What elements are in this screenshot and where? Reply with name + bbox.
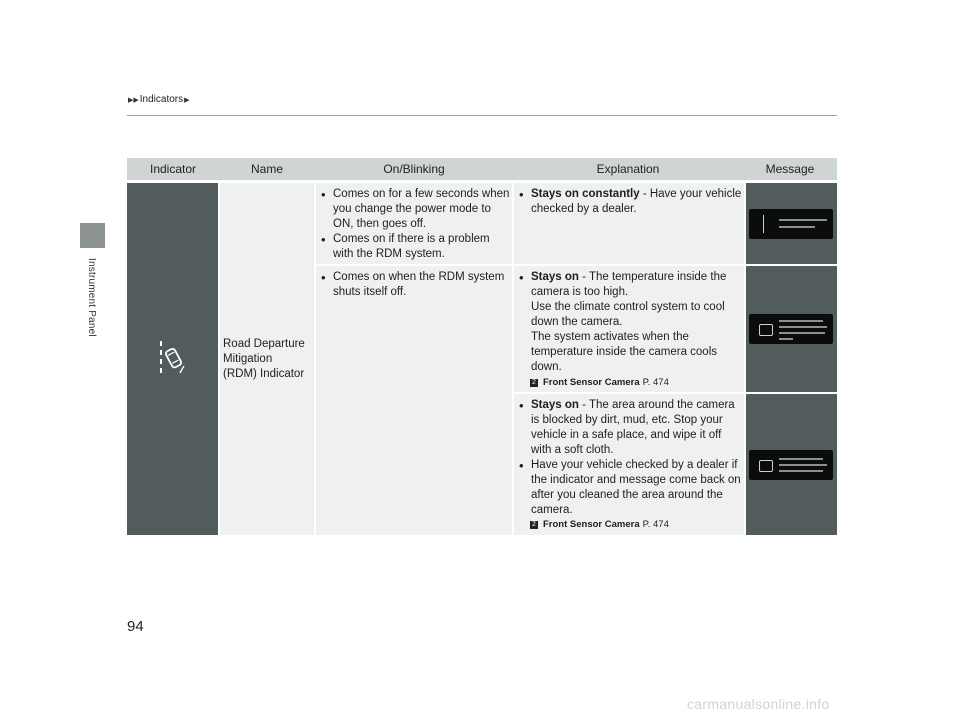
rdm-icon [763, 215, 764, 233]
reference-arrow-icon: 2 [530, 521, 538, 529]
explanation-condition: Stays on constantly [531, 188, 640, 200]
indicator-name-line: Road Departure [223, 337, 305, 350]
on-blinking-item: • Comes on if there is a problem with the RDM system. [318, 232, 510, 262]
explanation-text: Use the climate control system to cool down the camera. [531, 301, 725, 328]
header-rule [127, 115, 837, 116]
reference-page: P. 474 [642, 377, 669, 388]
explanation-cell-2 [514, 266, 744, 392]
camera-icon [759, 324, 773, 336]
message-text-placeholder [779, 464, 827, 466]
explanation-text: - The area around the camera is blocked by dirt, mud, etc. Stop your vehicle in a safe place, and wipe it off with a soft cloth. [531, 399, 735, 456]
explanation-condition: Stays on [531, 399, 579, 411]
message-text-placeholder [779, 332, 825, 334]
reference-title: Front Sensor Camera [543, 377, 640, 388]
camera-icon [759, 460, 773, 472]
reference-arrow-icon: 2 [530, 379, 538, 387]
indicator-name-line: Mitigation [223, 352, 273, 365]
explanation-cell-3 [514, 394, 744, 535]
indicator-cell [127, 183, 218, 535]
message-text-placeholder [779, 226, 815, 228]
header-indicator: Indicator [149, 162, 197, 176]
explanation-text: - The temperature inside the camera is too high. [531, 271, 727, 298]
cross-reference-link[interactable] [530, 519, 669, 530]
page-number: 94 [127, 618, 144, 635]
explanation-item [516, 398, 742, 458]
explanation-item [516, 187, 742, 217]
message-text-placeholder [779, 219, 827, 221]
header-message: Message [765, 162, 815, 176]
explanation-item: • Have your vehicle checked by a dealer if the indicator and message come back on after you cleaned the area around the camera. [516, 458, 742, 518]
cross-reference-link[interactable] [530, 377, 669, 388]
message-cell-1 [746, 183, 837, 264]
table-header [127, 158, 837, 180]
message-display-image [749, 314, 833, 344]
explanation-text: The system activates when the temperature inside the camera cools down. [531, 331, 718, 373]
indicator-name-line: (RDM) Indicator [223, 367, 305, 380]
message-text-placeholder [779, 320, 823, 322]
watermark: carmanualsonline.info [687, 696, 830, 712]
reference-title: Front Sensor Camera [543, 519, 640, 530]
breadcrumb [127, 94, 191, 105]
message-display-image [749, 209, 833, 239]
on-blinking-cell-1 [316, 183, 512, 264]
message-display-image [749, 450, 833, 480]
message-text-placeholder [779, 470, 823, 472]
header-explanation: Explanation [596, 162, 660, 176]
explanation-condition: Stays on [531, 271, 579, 283]
on-blinking-cell-2 [316, 266, 512, 535]
header-name: Name [250, 162, 283, 176]
message-text-placeholder [779, 458, 823, 460]
message-cell-3 [746, 394, 837, 535]
indicator-name-cell [220, 183, 314, 535]
explanation-item [516, 270, 742, 375]
message-text-placeholder [779, 326, 827, 328]
on-blinking-item: • Comes on for a few seconds when you change the power mode to ON, then goes off. [318, 187, 510, 232]
message-text-placeholder [779, 338, 793, 340]
section-side-label: Instrument Panel [86, 258, 97, 337]
road-departure-indicator-icon [158, 339, 186, 379]
header-on-blinking: On/Blinking [383, 162, 445, 176]
breadcrumb-arrow-icon: ▶ [184, 96, 190, 104]
breadcrumb-arrow-icon: ▶▶ [128, 96, 139, 104]
explanation-cell-1 [514, 183, 744, 264]
explanation-text: - Have your vehicle checked by a dealer. [531, 188, 742, 215]
message-cell-2 [746, 266, 837, 392]
breadcrumb-section[interactable]: Indicators [139, 94, 184, 105]
reference-page: P. 474 [642, 519, 669, 530]
on-blinking-item: • Comes on when the RDM system shuts itself off. [318, 270, 510, 300]
section-tab [80, 223, 105, 248]
